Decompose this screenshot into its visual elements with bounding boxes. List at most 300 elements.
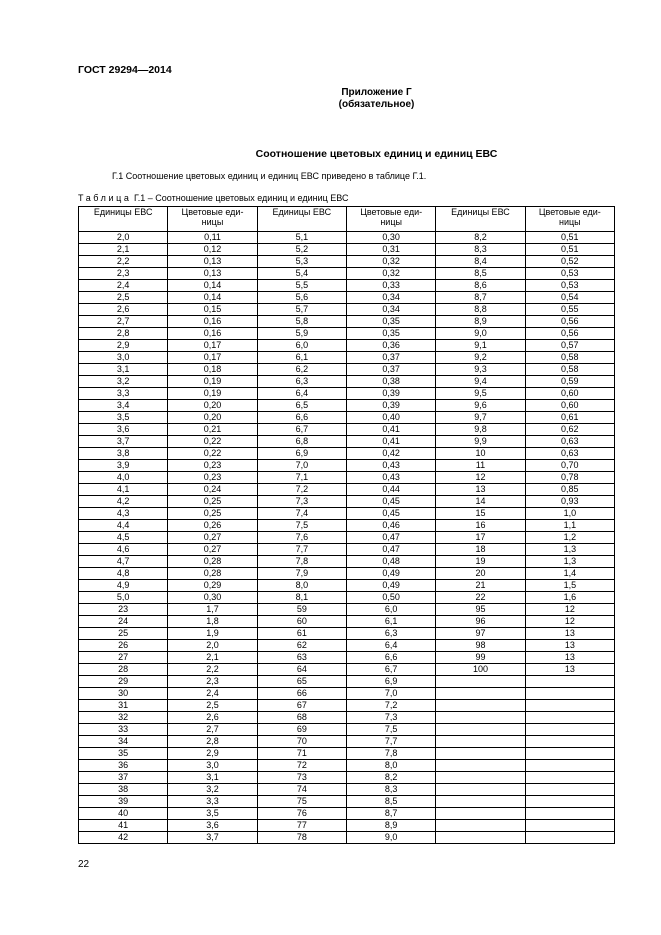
table-cell: 7,0 (257, 460, 346, 472)
table-row (79, 460, 615, 472)
table-cell: 8,9 (436, 316, 525, 328)
table-cell: 0,55 (525, 304, 614, 316)
table-cell: 8,0 (346, 760, 435, 772)
table-row (79, 820, 615, 832)
table-cell: 0,51 (525, 244, 614, 256)
table-cell: 0,78 (525, 472, 614, 484)
table-cell: 2,0 (168, 640, 257, 652)
table-cell: 63 (257, 652, 346, 664)
appendix-status: (обязательное) (338, 99, 415, 110)
table-cell: 0,16 (168, 328, 257, 340)
table-cell: 26 (79, 640, 168, 652)
table-cell: 8,9 (346, 820, 435, 832)
document-code: ГОСТ 29294—2014 (78, 64, 172, 76)
table-cell: 4,6 (79, 544, 168, 556)
table-cell: 0,44 (346, 484, 435, 496)
table-cell: 6,7 (257, 424, 346, 436)
table-cell: 0,38 (346, 376, 435, 388)
table-cell: 0,47 (346, 544, 435, 556)
table-cell: 2,0 (79, 232, 168, 244)
table-row (79, 520, 615, 532)
table-row (79, 436, 615, 448)
table-cell: 0,20 (168, 412, 257, 424)
table-cell: 0,61 (525, 412, 614, 424)
table-row (79, 700, 615, 712)
table-cell: 7,2 (257, 484, 346, 496)
table-cell: 4,9 (79, 580, 168, 592)
table-cell: 4,1 (79, 484, 168, 496)
table-cell: 2,9 (168, 748, 257, 760)
table-cell: 25 (79, 628, 168, 640)
table-cell: 0,20 (168, 400, 257, 412)
appendix-title: Приложение Г (341, 87, 412, 98)
table-cell: 7,4 (257, 508, 346, 520)
table-cell: 5,3 (257, 256, 346, 268)
table-cell: 11 (436, 460, 525, 472)
table-cell: 6,6 (346, 652, 435, 664)
table-cell: 2,8 (79, 328, 168, 340)
table-cell: 27 (79, 652, 168, 664)
column-header: Цветовые еди- ницы (168, 207, 257, 232)
table-row (79, 364, 615, 376)
table-cell: 3,0 (79, 352, 168, 364)
table-row (79, 712, 615, 724)
table-cell: 98 (436, 640, 525, 652)
table-cell: 0,39 (346, 400, 435, 412)
table-cell: 2,7 (168, 724, 257, 736)
table-cell: 8,5 (436, 268, 525, 280)
table-row (79, 832, 615, 844)
table-cell: 0,49 (346, 568, 435, 580)
table-cell: 1,3 (525, 556, 614, 568)
table-cell: 62 (257, 640, 346, 652)
appendix-heading (46, 87, 661, 111)
table-cell (436, 784, 525, 796)
table-cell: 7,8 (346, 748, 435, 760)
table-cell: 3,0 (168, 760, 257, 772)
table-cell: 19 (436, 556, 525, 568)
table-cell: 1,6 (525, 592, 614, 604)
table-cell: 0,51 (525, 232, 614, 244)
table-cell: 9,0 (436, 328, 525, 340)
table-cell: 7,5 (257, 520, 346, 532)
table-cell: 0,14 (168, 292, 257, 304)
table-cell: 0,43 (346, 460, 435, 472)
table-cell: 30 (79, 688, 168, 700)
table-row (79, 556, 615, 568)
table-cell: 7,7 (257, 544, 346, 556)
table-cell: 34 (79, 736, 168, 748)
table-cell: 0,28 (168, 568, 257, 580)
table-cell: 74 (257, 784, 346, 796)
table-cell: 6,9 (257, 448, 346, 460)
table-cell (525, 820, 614, 832)
table-cell: 2,7 (79, 316, 168, 328)
table-cell: 69 (257, 724, 346, 736)
table-cell: 2,3 (79, 268, 168, 280)
table-cell: 7,8 (257, 556, 346, 568)
table-cell (525, 712, 614, 724)
table-cell: 0,24 (168, 484, 257, 496)
table-cell: 0,17 (168, 352, 257, 364)
table-cell: 4,2 (79, 496, 168, 508)
table-cell: 5,8 (257, 316, 346, 328)
table-row (79, 244, 615, 256)
table-cell (436, 676, 525, 688)
column-header: Цветовые еди- ницы (346, 207, 435, 232)
table-cell: 0,13 (168, 256, 257, 268)
table-cell: 8,0 (257, 580, 346, 592)
table-cell: 31 (79, 700, 168, 712)
table-cell: 9,0 (346, 832, 435, 844)
table-cell: 0,56 (525, 328, 614, 340)
table-cell: 0,30 (346, 232, 435, 244)
table-row (79, 340, 615, 352)
table-cell: 21 (436, 580, 525, 592)
table-cell: 8,2 (436, 232, 525, 244)
conversion-table (78, 206, 615, 844)
table-cell: 0,56 (525, 316, 614, 328)
table-cell: 4,4 (79, 520, 168, 532)
table-cell: 73 (257, 772, 346, 784)
table-row (79, 652, 615, 664)
table-cell: 0,50 (346, 592, 435, 604)
table-cell: 3,8 (79, 448, 168, 460)
table-cell: 0,37 (346, 364, 435, 376)
table-row (79, 484, 615, 496)
table-cell: 0,35 (346, 328, 435, 340)
table-cell: 0,31 (346, 244, 435, 256)
table-cell: 66 (257, 688, 346, 700)
page-number: 22 (78, 859, 90, 870)
table-cell (436, 748, 525, 760)
table-cell: 3,7 (168, 832, 257, 844)
table-cell: 36 (79, 760, 168, 772)
table-cell: 3,2 (168, 784, 257, 796)
table-cell: 0,12 (168, 244, 257, 256)
table-cell: 37 (79, 772, 168, 784)
column-header: Цветовые еди- ницы (525, 207, 614, 232)
table-cell: 8,1 (257, 592, 346, 604)
table-cell: 6,4 (346, 640, 435, 652)
table-cell: 0,35 (346, 316, 435, 328)
table-cell: 0,36 (346, 340, 435, 352)
table-cell: 6,2 (257, 364, 346, 376)
table-cell: 8,3 (436, 244, 525, 256)
table-cell: 0,27 (168, 544, 257, 556)
table-cell: 5,0 (79, 592, 168, 604)
table-cell: 6,3 (346, 628, 435, 640)
table-cell: 0,37 (346, 352, 435, 364)
table-cell: 7,2 (346, 700, 435, 712)
table-cell: 38 (79, 784, 168, 796)
table-row (79, 412, 615, 424)
table-cell: 0,63 (525, 448, 614, 460)
table-row (79, 376, 615, 388)
table-cell: 7,6 (257, 532, 346, 544)
table-row (79, 640, 615, 652)
table-cell: 7,1 (257, 472, 346, 484)
table-cell: 64 (257, 664, 346, 676)
table-cell: 0,60 (525, 388, 614, 400)
table-cell (436, 796, 525, 808)
table-cell: 23 (79, 604, 168, 616)
table-cell: 2,8 (168, 736, 257, 748)
table-cell (436, 772, 525, 784)
table-cell: 0,93 (525, 496, 614, 508)
table-cell: 5,6 (257, 292, 346, 304)
table-cell: 2,2 (79, 256, 168, 268)
table-cell: 0,53 (525, 268, 614, 280)
table-cell: 8,5 (346, 796, 435, 808)
table-cell: 7,0 (346, 688, 435, 700)
table-row (79, 676, 615, 688)
table-cell: 42 (79, 832, 168, 844)
table-cell: 0,40 (346, 412, 435, 424)
table-cell: 2,6 (79, 304, 168, 316)
table-cell (525, 736, 614, 748)
table-cell: 13 (436, 484, 525, 496)
table-cell: 75 (257, 796, 346, 808)
table-cell: 71 (257, 748, 346, 760)
table-cell: 12 (525, 604, 614, 616)
table-cell: 5,5 (257, 280, 346, 292)
table-cell (525, 748, 614, 760)
table-cell: 29 (79, 676, 168, 688)
table-cell: 3,1 (168, 772, 257, 784)
table-cell: 0,21 (168, 424, 257, 436)
table-cell: 0,34 (346, 292, 435, 304)
table-cell: 9,3 (436, 364, 525, 376)
table-cell: 7,3 (257, 496, 346, 508)
table-cell (525, 688, 614, 700)
table-cell: 9,9 (436, 436, 525, 448)
table-cell: 0,18 (168, 364, 257, 376)
table-cell: 2,9 (79, 340, 168, 352)
table-cell: 0,34 (346, 304, 435, 316)
table-cell: 0,48 (346, 556, 435, 568)
table-cell: 2,4 (168, 688, 257, 700)
table-caption-prefix: Таблица (78, 193, 132, 203)
table-cell: 6,4 (257, 388, 346, 400)
table-cell: 0,47 (346, 532, 435, 544)
table-cell: 1,9 (168, 628, 257, 640)
table-cell: 4,7 (79, 556, 168, 568)
table-cell (525, 676, 614, 688)
table-row (79, 328, 615, 340)
table-cell (525, 808, 614, 820)
table-cell: 8,7 (346, 808, 435, 820)
table-cell: 68 (257, 712, 346, 724)
table-cell: 28 (79, 664, 168, 676)
table-cell: 0,41 (346, 424, 435, 436)
table-cell: 78 (257, 832, 346, 844)
table-cell: 13 (525, 664, 614, 676)
table-row (79, 292, 615, 304)
table-cell: 6,6 (257, 412, 346, 424)
table-cell: 10 (436, 448, 525, 460)
table-cell: 0,54 (525, 292, 614, 304)
table-row (79, 268, 615, 280)
table-row (79, 352, 615, 364)
table-cell: 0,62 (525, 424, 614, 436)
table-cell (436, 736, 525, 748)
table-cell: 0,19 (168, 376, 257, 388)
table-cell: 2,5 (168, 700, 257, 712)
table-cell: 100 (436, 664, 525, 676)
table-cell (436, 712, 525, 724)
table-cell: 0,33 (346, 280, 435, 292)
table-row (79, 796, 615, 808)
table-cell: 0,13 (168, 268, 257, 280)
table-row (79, 496, 615, 508)
table-cell: 9,5 (436, 388, 525, 400)
table-cell: 76 (257, 808, 346, 820)
table-cell: 0,30 (168, 592, 257, 604)
table-row (79, 784, 615, 796)
table-cell: 0,58 (525, 364, 614, 376)
table-row (79, 580, 615, 592)
table-row (79, 724, 615, 736)
table-cell: 32 (79, 712, 168, 724)
table-row (79, 544, 615, 556)
table-cell: 99 (436, 652, 525, 664)
table-cell: 6,1 (346, 616, 435, 628)
table-cell: 0,45 (346, 508, 435, 520)
table-cell: 16 (436, 520, 525, 532)
table-cell: 6,0 (257, 340, 346, 352)
table-row (79, 424, 615, 436)
table-row (79, 628, 615, 640)
table-cell: 7,3 (346, 712, 435, 724)
table-cell: 4,3 (79, 508, 168, 520)
table-cell: 12 (525, 616, 614, 628)
table-cell: 9,8 (436, 424, 525, 436)
table-cell: 5,7 (257, 304, 346, 316)
table-row (79, 388, 615, 400)
table-cell: 6,7 (346, 664, 435, 676)
table-cell: 3,5 (168, 808, 257, 820)
table-cell: 8,4 (436, 256, 525, 268)
table-cell: 0,58 (525, 352, 614, 364)
table-cell: 0,28 (168, 556, 257, 568)
table-row (79, 232, 615, 244)
table-cell (525, 772, 614, 784)
table-cell: 3,6 (168, 820, 257, 832)
table-cell: 0,27 (168, 532, 257, 544)
table-cell: 0,60 (525, 400, 614, 412)
table-cell: 18 (436, 544, 525, 556)
table-cell: 3,7 (79, 436, 168, 448)
table-cell: 20 (436, 568, 525, 580)
table-row (79, 664, 615, 676)
table-cell: 2,5 (79, 292, 168, 304)
table-cell: 4,0 (79, 472, 168, 484)
table-row (79, 532, 615, 544)
table-row (79, 808, 615, 820)
table-cell (436, 760, 525, 772)
table-cell: 0,52 (525, 256, 614, 268)
table-cell: 65 (257, 676, 346, 688)
table-cell: 0,42 (346, 448, 435, 460)
table-cell: 96 (436, 616, 525, 628)
table-cell: 60 (257, 616, 346, 628)
table-cell: 41 (79, 820, 168, 832)
table-cell: 0,39 (346, 388, 435, 400)
table-cell: 2,3 (168, 676, 257, 688)
table-row (79, 304, 615, 316)
table-cell: 13 (525, 628, 614, 640)
table-cell: 3,3 (79, 388, 168, 400)
table-cell: 5,4 (257, 268, 346, 280)
table-row (79, 688, 615, 700)
table-cell: 0,26 (168, 520, 257, 532)
table-cell (525, 832, 614, 844)
table-cell: 40 (79, 808, 168, 820)
table-cell: 15 (436, 508, 525, 520)
table-cell: 1,3 (525, 544, 614, 556)
table-row (79, 772, 615, 784)
table-caption-text: Г.1 – Соотношение цветовых единиц и единиц ЕВС (131, 193, 349, 203)
table-cell: 3,4 (79, 400, 168, 412)
table-row (79, 736, 615, 748)
table-cell: 0,23 (168, 472, 257, 484)
table-cell: 1,5 (525, 580, 614, 592)
table-cell (525, 784, 614, 796)
table-cell: 6,8 (257, 436, 346, 448)
table-cell: 0,11 (168, 232, 257, 244)
table-cell (436, 832, 525, 844)
table-cell: 72 (257, 760, 346, 772)
table-cell: 0,45 (346, 496, 435, 508)
table-cell: 9,4 (436, 376, 525, 388)
table-cell: 2,2 (168, 664, 257, 676)
table-cell: 0,43 (346, 472, 435, 484)
table-cell: 1,7 (168, 604, 257, 616)
table-cell: 22 (436, 592, 525, 604)
table-cell: 70 (257, 736, 346, 748)
table-cell: 1,4 (525, 568, 614, 580)
table-cell: 0,14 (168, 280, 257, 292)
table-cell: 9,2 (436, 352, 525, 364)
table-cell: 4,5 (79, 532, 168, 544)
table-cell: 3,9 (79, 460, 168, 472)
table-cell: 0,53 (525, 280, 614, 292)
table-cell: 0,22 (168, 436, 257, 448)
table-row (79, 448, 615, 460)
table-cell: 12 (436, 472, 525, 484)
table-cell: 0,25 (168, 508, 257, 520)
table-cell: 1,2 (525, 532, 614, 544)
table-cell: 0,41 (346, 436, 435, 448)
table-cell: 6,1 (257, 352, 346, 364)
table-cell: 77 (257, 820, 346, 832)
table-body (79, 232, 615, 844)
table-cell (436, 724, 525, 736)
table-cell: 5,1 (257, 232, 346, 244)
table-row (79, 604, 615, 616)
table-cell: 0,17 (168, 340, 257, 352)
table-cell: 7,9 (257, 568, 346, 580)
table-row (79, 400, 615, 412)
table-cell: 0,49 (346, 580, 435, 592)
table-cell: 3,1 (79, 364, 168, 376)
table-cell: 8,2 (346, 772, 435, 784)
table-cell: 2,6 (168, 712, 257, 724)
column-header: Единицы ЕВС (79, 207, 168, 232)
table-cell (436, 688, 525, 700)
table-row (79, 568, 615, 580)
